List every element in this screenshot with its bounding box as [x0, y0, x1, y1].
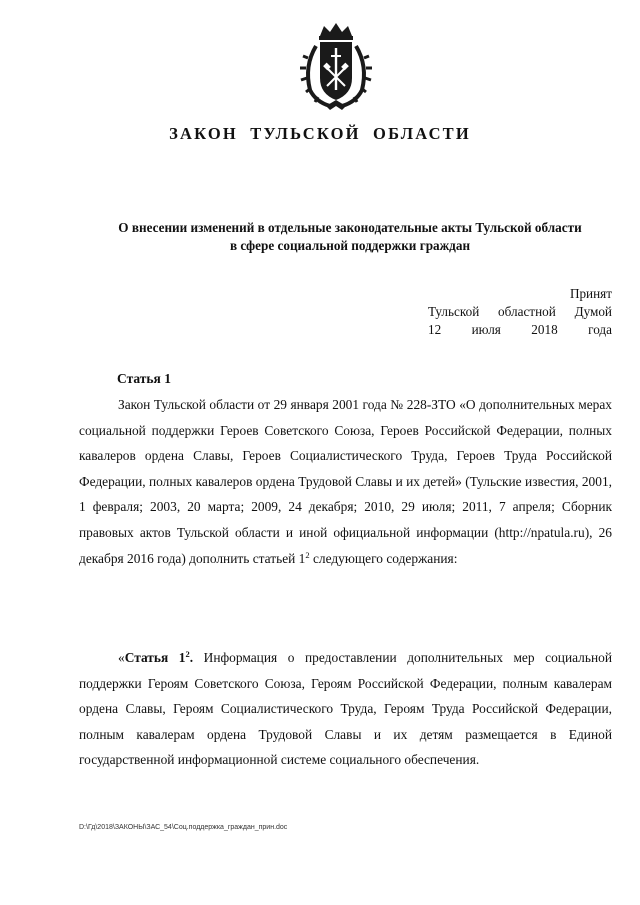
article-1-2-heading: Статья 1 — [124, 650, 186, 665]
adoption-month: июля — [471, 322, 501, 337]
law-title: ЗАКОН ТУЛЬСКОЙ ОБЛАСТИ — [169, 124, 471, 143]
adopting-body-word-3: Думой — [574, 304, 612, 319]
adoption-year-word: года — [588, 322, 612, 337]
tula-coat-of-arms-icon — [296, 20, 376, 112]
article-1-superscript: 2 — [305, 549, 310, 560]
law-subject-line-2: в сфере социальной поддержки граждан — [229, 238, 471, 253]
adoption-date — [428, 321, 612, 339]
adoption-day: 12 — [428, 322, 442, 337]
adoption-block — [428, 285, 612, 339]
article-1-text-main: Закон Тульской области от 29 января 2001 года № 228-ЗТО «О дополнительных мерах социальной поддержки Героев Советского Союза, Героев Российской Федерации, полных кавалеров ордена Славы, Героев Социалистического Труда, Героев Труда Российской Федерации, полных кавалеров ордена Трудовой Славы и их детей» (Тульские известия, 2001, 1 февраля; 2003, 20 марта; 2009, 24 декабря; 2010, 29 июля; 2011, 7 апреля; Сборник правовых актов Тульской области и иной официальной информации (http://npatula.ru), 26 декабря 2016 года) дополнить статьей 1 — [79, 397, 612, 566]
article-1-2-superscript: 2 — [185, 649, 190, 659]
adopted-label: Принят — [569, 286, 612, 301]
law-subject-line-1: О внесении изменений в отдельные законодательные акты Тульской области — [118, 220, 582, 235]
article-1-2-body: Информация о предоставлении дополнительных мер социальной поддержки Героям Советского Союза, Героям Российской Федерации, полным кавалерам ордена Славы, Героям Социалистического Труда, Героям Труда Российской Федерации, полным кавалерам ордена Трудовой Славы и их детям размещается в Единой государственной информационной системе социального обеспечения. — [79, 650, 612, 768]
adopting-body-word-2: областной — [498, 304, 556, 319]
article-1-2-text — [79, 645, 612, 773]
file-path-footer: D:\Гд\2018\ЗАКОНЫ\ЗАС_54\Соц.поддержка_граждан_прин.doc — [79, 824, 288, 831]
article-1-2-open-quote: « — [118, 650, 125, 665]
article-1-heading: Статья 1 — [117, 371, 171, 386]
article-1-2-heading-end: . — [189, 650, 194, 665]
adoption-year: 2018 — [531, 322, 558, 337]
law-subject — [60, 219, 640, 255]
article-1-text — [79, 392, 612, 571]
article-1-text-end: следующего содержания: — [309, 550, 458, 566]
adopting-body-word-1: Тульской — [428, 304, 480, 319]
adopting-body — [428, 303, 612, 321]
